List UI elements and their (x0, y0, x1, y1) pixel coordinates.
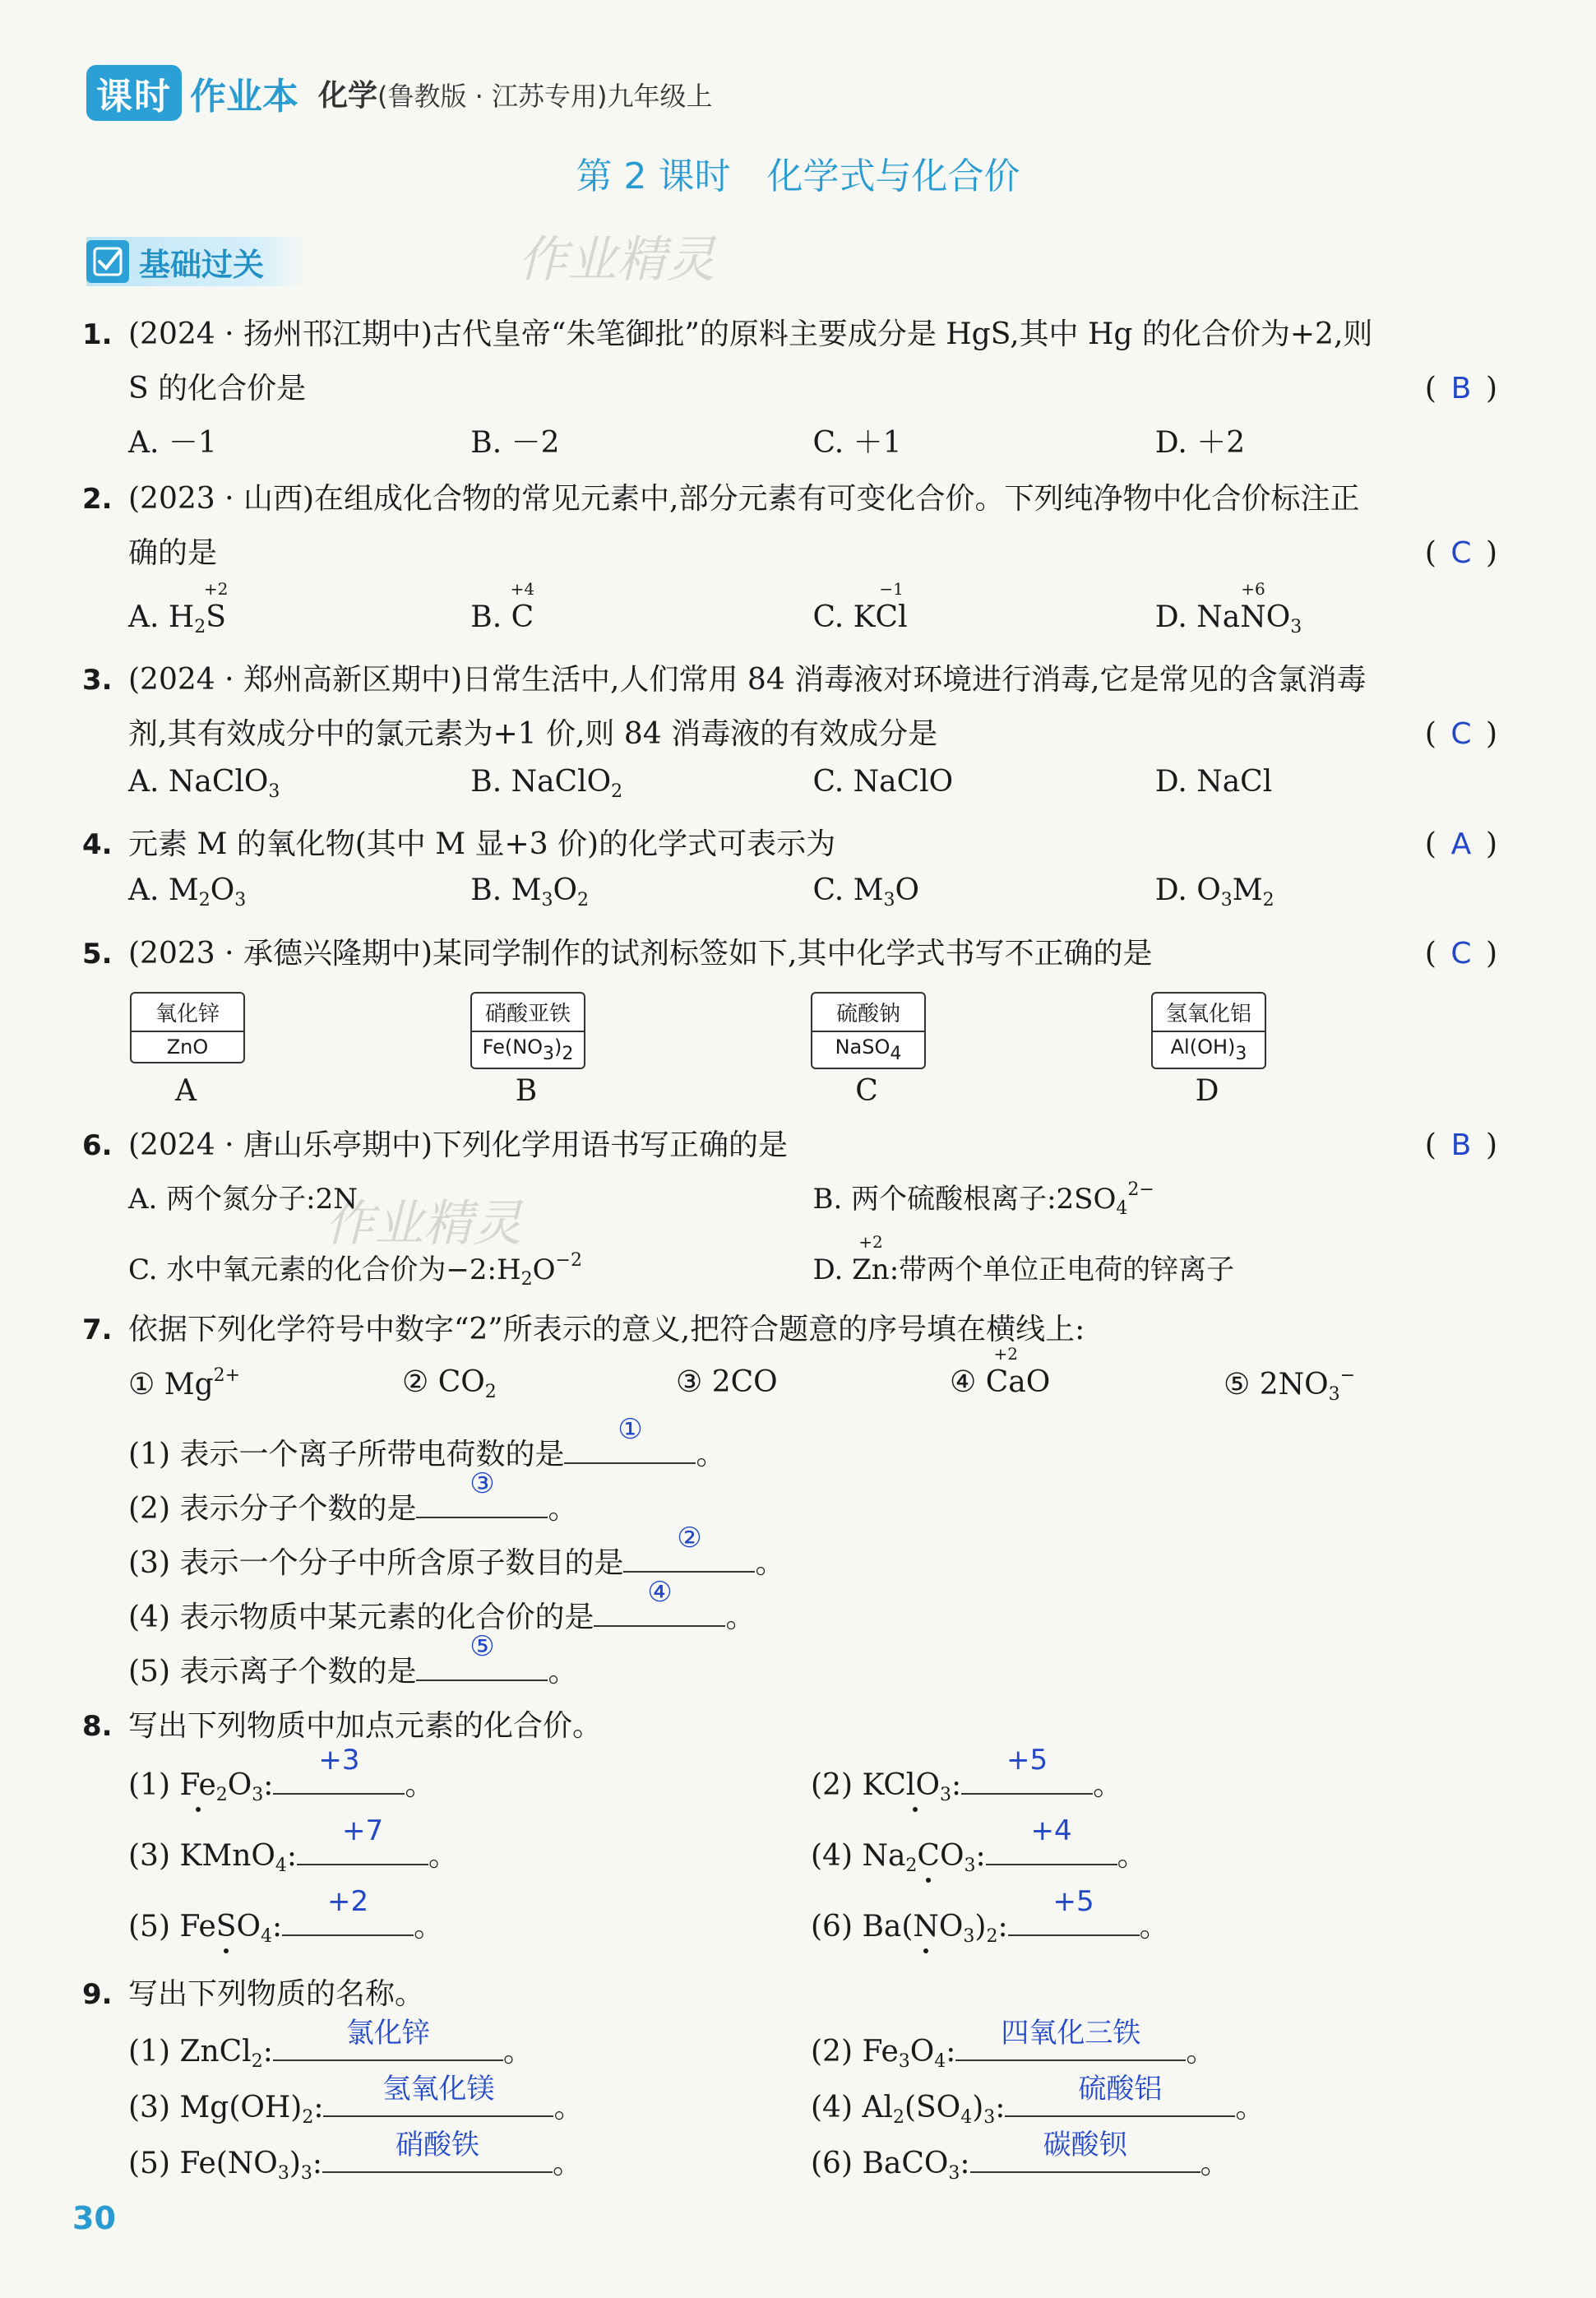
q8-item-3: (3) KMnO$_4$: +7 。 (128, 1814, 459, 1876)
symbol-tail: O (1025, 1365, 1051, 1399)
sub: 2 (251, 2051, 263, 2072)
item-mid: O (227, 1768, 252, 1802)
answer-blank[interactable] (986, 1814, 1117, 1865)
question-6-options-row1 (128, 1176, 1497, 1219)
label-letter: B (515, 1074, 538, 1108)
label-formula (1153, 1032, 1265, 1068)
answer-letter: B (1450, 1128, 1472, 1162)
answer-fill: 氯化锌 (345, 2017, 430, 2050)
sub: 4 (890, 1044, 902, 1064)
question-text-line2 (128, 362, 1497, 416)
option-c: C. ＋1 (812, 426, 902, 460)
sub: 3 (963, 1926, 975, 1947)
sub: 3 (883, 890, 895, 910)
option-a-element (203, 579, 229, 634)
answer-blank[interactable] (1008, 1885, 1140, 1936)
valence-mark: +2 (993, 1344, 1018, 1364)
q9-item-4 (811, 2073, 1265, 2128)
label-letter: D (1195, 1074, 1219, 1108)
answer-letter: C (1450, 536, 1472, 570)
sub: 2 (905, 1856, 918, 1876)
period: 。 (1200, 2147, 1230, 2180)
q8-item-5: (5) FeSO$_4$: +2 。 (128, 1885, 444, 1947)
answer-fill: +2 (327, 1885, 369, 1918)
answer-blank[interactable] (416, 1630, 548, 1681)
sup: 2− (1127, 1179, 1154, 1200)
symbol-2 (402, 1365, 676, 1405)
label-name: 氢氧化铝 (1153, 994, 1265, 1032)
symbol-3: ③ 2CO (676, 1365, 778, 1399)
element: N (1240, 600, 1266, 634)
label-name: 氧化锌 (132, 994, 243, 1032)
q7-item-2: (2) 表示分子个数的是 ③ 。 (128, 1467, 578, 1526)
item-tail: : (286, 1839, 298, 1873)
period: 。 (1186, 2035, 1216, 2069)
answer-fill: 碳酸钡 (1043, 2129, 1127, 2161)
question-number: 6. (82, 1129, 113, 1162)
element: Zn (852, 1253, 890, 1286)
question-text-line1: (2024 · 扬州邗江期中)古代皇帝“朱笔御批”的原料主要成分是 HgS,其中 Hg 的化合价为+2,则 (128, 317, 1373, 351)
option-d (1155, 873, 1497, 910)
question-number: 9. (82, 1978, 113, 2011)
question-text-line2-content: 确的是 (128, 536, 218, 570)
question-text-line1: (2023 · 山西)在组成化合物的常见元素中,部分元素有可变化合价。下列纯净物中化合价标注正 (128, 482, 1360, 516)
checkbox-icon (86, 240, 129, 283)
question-text-line1-content: (2023 · 承德兴隆期中)某同学制作的试剂标签如下,其中化学式书写不正确的是 (128, 937, 1153, 971)
sub: 3 (277, 2163, 289, 2184)
answer-blank[interactable] (323, 2073, 553, 2117)
item-rest: O (938, 1910, 964, 1944)
answer-blank[interactable] (322, 2129, 553, 2173)
question-text-line1-content: (2024 · 唐山乐亭期中)下列化学用语书写正确的是 (128, 1128, 789, 1162)
sub: 2 (302, 2107, 314, 2128)
question-number: 4. (82, 828, 113, 861)
option-c: C. NaClO (812, 765, 954, 799)
valence-mark: +2 (858, 1232, 883, 1252)
reagent-label-c (811, 992, 926, 1069)
answer-fill: ① (618, 1413, 643, 1446)
option-a-sub: 2 (194, 617, 206, 637)
item-tail: : (263, 1768, 274, 1802)
question-4 (82, 818, 1497, 872)
item-tail: : (975, 1839, 986, 1873)
option-d-text: D. O (1154, 873, 1221, 907)
label-name: 硝酸亚铁 (472, 994, 584, 1032)
sub: 3 (252, 1785, 264, 1805)
edition: (鲁教版 · 江苏专用)九年级上 (377, 80, 713, 112)
period: 。 (1235, 2091, 1265, 2124)
item-prefix: (4) Na (811, 1839, 906, 1873)
option-b (470, 579, 812, 637)
item-tail: ) (974, 1910, 987, 1944)
answer-bracket: ( B ) (1425, 362, 1497, 416)
question-2 (82, 472, 1497, 581)
answer-fill: 硝酸铁 (396, 2129, 479, 2161)
question-7-symbols (128, 1344, 1497, 1405)
option-b: B. －2 (470, 426, 560, 460)
option-c (128, 1247, 813, 1290)
option-d-m: M (1232, 873, 1263, 907)
answer-letter: B (1450, 372, 1472, 405)
answer-fill: +5 (1052, 1885, 1094, 1918)
element: S (206, 600, 226, 634)
option-a-o: O (210, 873, 235, 907)
option-a (128, 765, 470, 802)
option-a: A. 两个氮分子:2N (128, 1183, 359, 1216)
q9-item-3 (128, 2073, 584, 2128)
item-prefix: (6) Ba( (811, 1910, 914, 1944)
option-c (812, 579, 1155, 637)
sub: 2 (520, 1269, 533, 1290)
answer-blank[interactable] (297, 1814, 428, 1865)
item-mid: (SO (904, 2091, 961, 2124)
q8-item-1: (1) $Fe_2O_3$: +3 。 (128, 1744, 435, 1805)
option-b-prefix: B. (470, 600, 511, 634)
item-tail: : (951, 1768, 962, 1802)
answer-bracket: ( C ) (1425, 927, 1497, 981)
question-4-options (128, 873, 1497, 910)
answer-blank[interactable] (1005, 2073, 1235, 2117)
valence-mark: +6 (1241, 579, 1265, 599)
sub: 3 (300, 2163, 312, 2184)
option-b-sub: 2 (611, 781, 623, 802)
answer-blank[interactable] (970, 2129, 1200, 2173)
sub: 3 (541, 890, 553, 910)
item-prefix: (2) KCl (811, 1768, 916, 1802)
sub: 4 (1116, 1198, 1128, 1219)
option-c-o: O (532, 1253, 556, 1286)
item-text: (1) 表示一个离子所带电荷数的是 (128, 1438, 565, 1471)
question-text-line1: 写出下列物质的名称。 (128, 1977, 425, 2011)
option-a-text: A. M (128, 873, 199, 907)
option-d: D. ＋2 (1154, 426, 1246, 460)
question-text-line1: (2024 · 郑州高新区期中)日常生活中,人们常用 84 消毒液对环境进行消毒,它是常见的含氯消毒 (128, 663, 1367, 697)
option-b (813, 1176, 1498, 1219)
sub: 3 (964, 1856, 976, 1876)
question-text-line2 (128, 526, 1497, 581)
q9-item-1 (128, 2017, 533, 2072)
sub: 3 (543, 1044, 555, 1064)
period: 。 (502, 2035, 533, 2069)
answer-fill: +4 (1030, 1814, 1072, 1847)
symbol-4 (950, 1344, 1224, 1405)
option-b-text: B. M (470, 873, 542, 907)
option-b-text: B. NaClO (470, 765, 612, 799)
option-b-text: B. 两个硫酸根离子:2SO (812, 1183, 1117, 1216)
answer-fill: ④ (647, 1576, 673, 1609)
option-d-sub: 3 (1290, 617, 1302, 637)
option-d-prefix: D. Na (1154, 600, 1241, 634)
question-text-line2-content: 剂,其有效成分中的氯元素为+1 价,则 84 消毒液的有效成分是 (128, 717, 938, 751)
answer-blank[interactable] (416, 1467, 548, 1518)
question-7 (82, 1303, 1497, 1357)
question-text-line1 (128, 818, 1497, 872)
answer-blank[interactable] (961, 1744, 1093, 1795)
formula-text: Al(OH) (1170, 1035, 1236, 1059)
sub: 3 (1220, 890, 1233, 910)
section-tag (86, 237, 305, 286)
question-text-line2-content: S 的化合价是 (128, 372, 307, 405)
dotted-element: S (215, 1910, 237, 1944)
section-label: 基础过关 (139, 246, 265, 283)
item-text: (4) 表示物质中某元素的化合价的是 (128, 1601, 594, 1634)
question-number: 5. (82, 938, 113, 971)
label-name: 硫酸钠 (812, 994, 924, 1032)
answer-fill: 氢氧化镁 (382, 2073, 495, 2106)
option-c-prefix: C. K (812, 600, 876, 634)
symbol-text: ⑤ 2NO (1224, 1368, 1329, 1402)
label-formula (812, 1032, 924, 1068)
item-prefix: (5) Fe (128, 1910, 216, 1944)
answer-fill: +3 (318, 1744, 360, 1777)
question-text-line1 (128, 927, 1497, 981)
page-header (86, 64, 713, 122)
q7-item-1: (1) 表示一个离子所带电荷数的是 ① 。 (128, 1413, 726, 1471)
sub: 2 (892, 2107, 904, 2128)
option-c-o: O (895, 873, 920, 907)
brand-text: 作业本 (190, 76, 298, 118)
answer-blank[interactable] (273, 2017, 503, 2061)
answer-fill: ③ (470, 1467, 495, 1500)
valence-mark: +2 (203, 579, 229, 599)
question-text-line1: 写出下列物质中加点元素的化合价。 (128, 1709, 603, 1743)
page-number: 30 (72, 2200, 116, 2236)
symbol-text: ④ (950, 1365, 986, 1399)
q7-item-3: (3) 表示一个分子中所含原子数目的是 ② 。 (128, 1522, 785, 1580)
option-c (813, 873, 1155, 910)
answer-bracket: ( B ) (1425, 1119, 1497, 1173)
option-a-sub: 3 (268, 781, 280, 802)
item-tail: : (313, 2091, 324, 2124)
option-c-element (875, 579, 908, 634)
option-a-prefix: A. H (128, 600, 195, 634)
label-formula: ZnO (166, 1035, 209, 1059)
sub: 2 (215, 1785, 228, 1805)
question-2-options (128, 579, 1497, 637)
sub: 2 (576, 890, 589, 910)
sub: 3 (983, 2107, 996, 2128)
item-mid: ) (289, 2147, 301, 2180)
valence-mark: +4 (510, 579, 535, 599)
item-text: (5) Fe(NO (128, 2147, 278, 2180)
option-c-text: C. 水中氧元素的化合价为−2:H (128, 1253, 521, 1286)
dotted-element: C (917, 1839, 940, 1873)
option-a (128, 873, 470, 910)
question-6 (82, 1119, 1497, 1173)
answer-letter: C (1450, 937, 1472, 971)
q8-item-6: (6) $Ba(NO_3)_2$: +5 。 (811, 1885, 1169, 1947)
item-rest: O (236, 1910, 261, 1944)
symbol-1 (128, 1365, 402, 1405)
formula-text: NaSO (835, 1035, 891, 1059)
question-text-line1: 依据下列化学符号中数字“2”所表示的意义,把符合题意的序号填在横线上: (128, 1313, 1085, 1346)
option-d (812, 1232, 1498, 1290)
question-number: 1. (82, 318, 113, 351)
item-text: (4) Al (811, 2091, 893, 2124)
item-prefix: (1) (128, 1768, 180, 1802)
reagent-label-d (1151, 992, 1266, 1069)
sup: − (1339, 1365, 1356, 1386)
sub: 4 (934, 2051, 946, 2072)
answer-letter: A (1450, 827, 1472, 861)
label-letter: C (855, 1074, 878, 1108)
sup: −2 (555, 1250, 582, 1271)
label-formula (472, 1032, 584, 1068)
question-number: 3. (82, 664, 113, 697)
option-d-prefix: D. (812, 1253, 853, 1286)
sub: 4 (275, 1856, 287, 1876)
q8-item-2: (2) KClO$_3$: +5 。 (811, 1744, 1123, 1805)
item-tail: : (271, 1910, 283, 1944)
sub: 3 (1235, 1044, 1247, 1064)
sub: 4 (960, 2107, 973, 2128)
question-text-line1 (128, 1119, 1497, 1173)
formula-text: Fe(NO (482, 1035, 544, 1059)
answer-blank[interactable] (594, 1576, 725, 1627)
item-rest: O (939, 1839, 965, 1873)
subject: 化学 (318, 78, 378, 113)
item-mid: O (909, 2035, 935, 2069)
answer-fill: ⑤ (470, 1630, 495, 1663)
watermark-mid: 作业精灵 (325, 1195, 522, 1253)
question-3 (82, 653, 1497, 762)
item-text: (3) 表示一个分子中所含原子数目的是 (128, 1546, 624, 1580)
question-1 (82, 308, 1497, 416)
valence-mark: −1 (879, 579, 904, 599)
reagent-label-a (130, 992, 245, 1063)
option-b-o: O (553, 873, 577, 907)
sub: 4 (260, 1926, 272, 1947)
sub: 3 (898, 2051, 910, 2072)
sub: 2 (562, 1044, 574, 1064)
symbol-text: ② CO (402, 1365, 485, 1399)
answer-blank[interactable] (282, 1885, 414, 1936)
q9-item-5 (128, 2129, 583, 2184)
option-b-element (510, 579, 535, 634)
answer-fill: 硫酸铝 (1078, 2073, 1163, 2106)
item-tail: : (262, 2035, 273, 2069)
brand-badge: 课时 (86, 65, 182, 121)
q7-item-4: (4) 表示物质中某元素的化合价的是 ④ 。 (128, 1576, 756, 1634)
answer-bracket: ( C ) (1425, 526, 1497, 581)
answer-fill: +7 (341, 1814, 384, 1847)
option-d: D. NaCl (1154, 765, 1273, 799)
item-rest: O (915, 1768, 940, 1802)
label-letter: A (175, 1074, 197, 1108)
option-d-element (852, 1232, 890, 1286)
sub: 2 (198, 890, 210, 910)
option-d-element (1240, 579, 1266, 634)
answer-blank[interactable] (955, 2017, 1186, 2061)
sub: 2 (484, 1382, 497, 1402)
item-tail: : (312, 2147, 322, 2180)
option-d (1154, 579, 1497, 637)
answer-blank[interactable] (564, 1413, 696, 1464)
sup: 2+ (213, 1365, 241, 1386)
answer-blank[interactable] (623, 1522, 755, 1573)
sub: 3 (948, 2163, 960, 2184)
option-b (470, 765, 812, 802)
sub: 3 (939, 1785, 951, 1805)
question-number: 7. (82, 1313, 113, 1346)
option-a-text: A. NaClO (128, 765, 269, 799)
item-text: (5) 表示离子个数的是 (128, 1655, 417, 1689)
question-number: 8. (82, 1710, 113, 1743)
question-6-options-row2 (128, 1232, 1497, 1290)
element: Cl (875, 600, 908, 634)
reagent-label-b (470, 992, 585, 1069)
option-d-text: :带两个单位正电荷的锌离子 (889, 1253, 1235, 1286)
answer-fill: 四氧化三铁 (1001, 2017, 1141, 2050)
symbol-5 (1224, 1365, 1497, 1405)
option-d-suffix: O (1265, 600, 1291, 634)
item-mid: ) (972, 2091, 984, 2124)
answer-fill: +5 (1006, 1744, 1048, 1777)
option-b (470, 873, 812, 910)
symbol-4-element (985, 1344, 1026, 1399)
sub: 3 (1328, 1384, 1340, 1405)
answer-bracket: ( C ) (1425, 707, 1497, 762)
question-1-options (128, 419, 1497, 461)
item-prefix: (3) KMn (128, 1839, 252, 1873)
answer-blank[interactable] (273, 1744, 405, 1795)
item-rest: O (251, 1839, 275, 1873)
q9-item-2 (811, 2017, 1216, 2072)
item-text: (6) BaCO (811, 2147, 949, 2180)
item-tail: : (997, 1910, 1008, 1944)
question-text-line1-content: 元素 M 的氧化物(其中 M 显+3 价)的化学式可表示为 (128, 827, 836, 861)
element: C (511, 600, 534, 634)
period: 。 (553, 2147, 583, 2180)
item-text: (2) Fe (811, 2035, 899, 2069)
answer-fill: ② (677, 1522, 702, 1554)
option-a: A. －1 (128, 426, 217, 460)
sub: 2 (1262, 890, 1274, 910)
q9-item-6 (811, 2129, 1230, 2184)
period: 。 (553, 2091, 584, 2124)
dotted-element: N (913, 1910, 939, 1944)
symbol-text: ① Mg (128, 1368, 214, 1402)
answer-letter: C (1450, 717, 1472, 751)
question-text-line2 (128, 707, 1497, 762)
element: Ca (985, 1365, 1026, 1399)
item-text: (3) Mg(OH) (128, 2091, 303, 2124)
sub: 3 (234, 890, 247, 910)
item-tail: : (995, 2091, 1006, 2124)
lesson-title: 第 2 课时 化学式与化合价 (576, 155, 1020, 197)
q8-item-4: (4) $Na_2CO_3$: +4 。 (811, 1814, 1147, 1876)
q7-item-5: (5) 表示离子个数的是 ⑤ 。 (128, 1630, 578, 1689)
sub: 2 (986, 1926, 998, 1947)
item-text: (1) ZnCl (128, 2035, 252, 2069)
question-number: 2. (82, 483, 113, 516)
question-3-options (128, 765, 1497, 802)
item-tail: : (960, 2147, 970, 2180)
question-5 (82, 927, 1497, 981)
answer-bracket: ( A ) (1425, 818, 1497, 872)
item-tail: : (946, 2035, 956, 2069)
formula-tail: ) (554, 1035, 562, 1059)
option-a (128, 579, 470, 637)
item-text: (2) 表示分子个数的是 (128, 1492, 417, 1526)
dotted-element: Fe (179, 1768, 216, 1802)
option-c-text: C. M (812, 873, 884, 907)
watermark-top: 作业精灵 (518, 231, 715, 289)
book-info (318, 72, 713, 114)
